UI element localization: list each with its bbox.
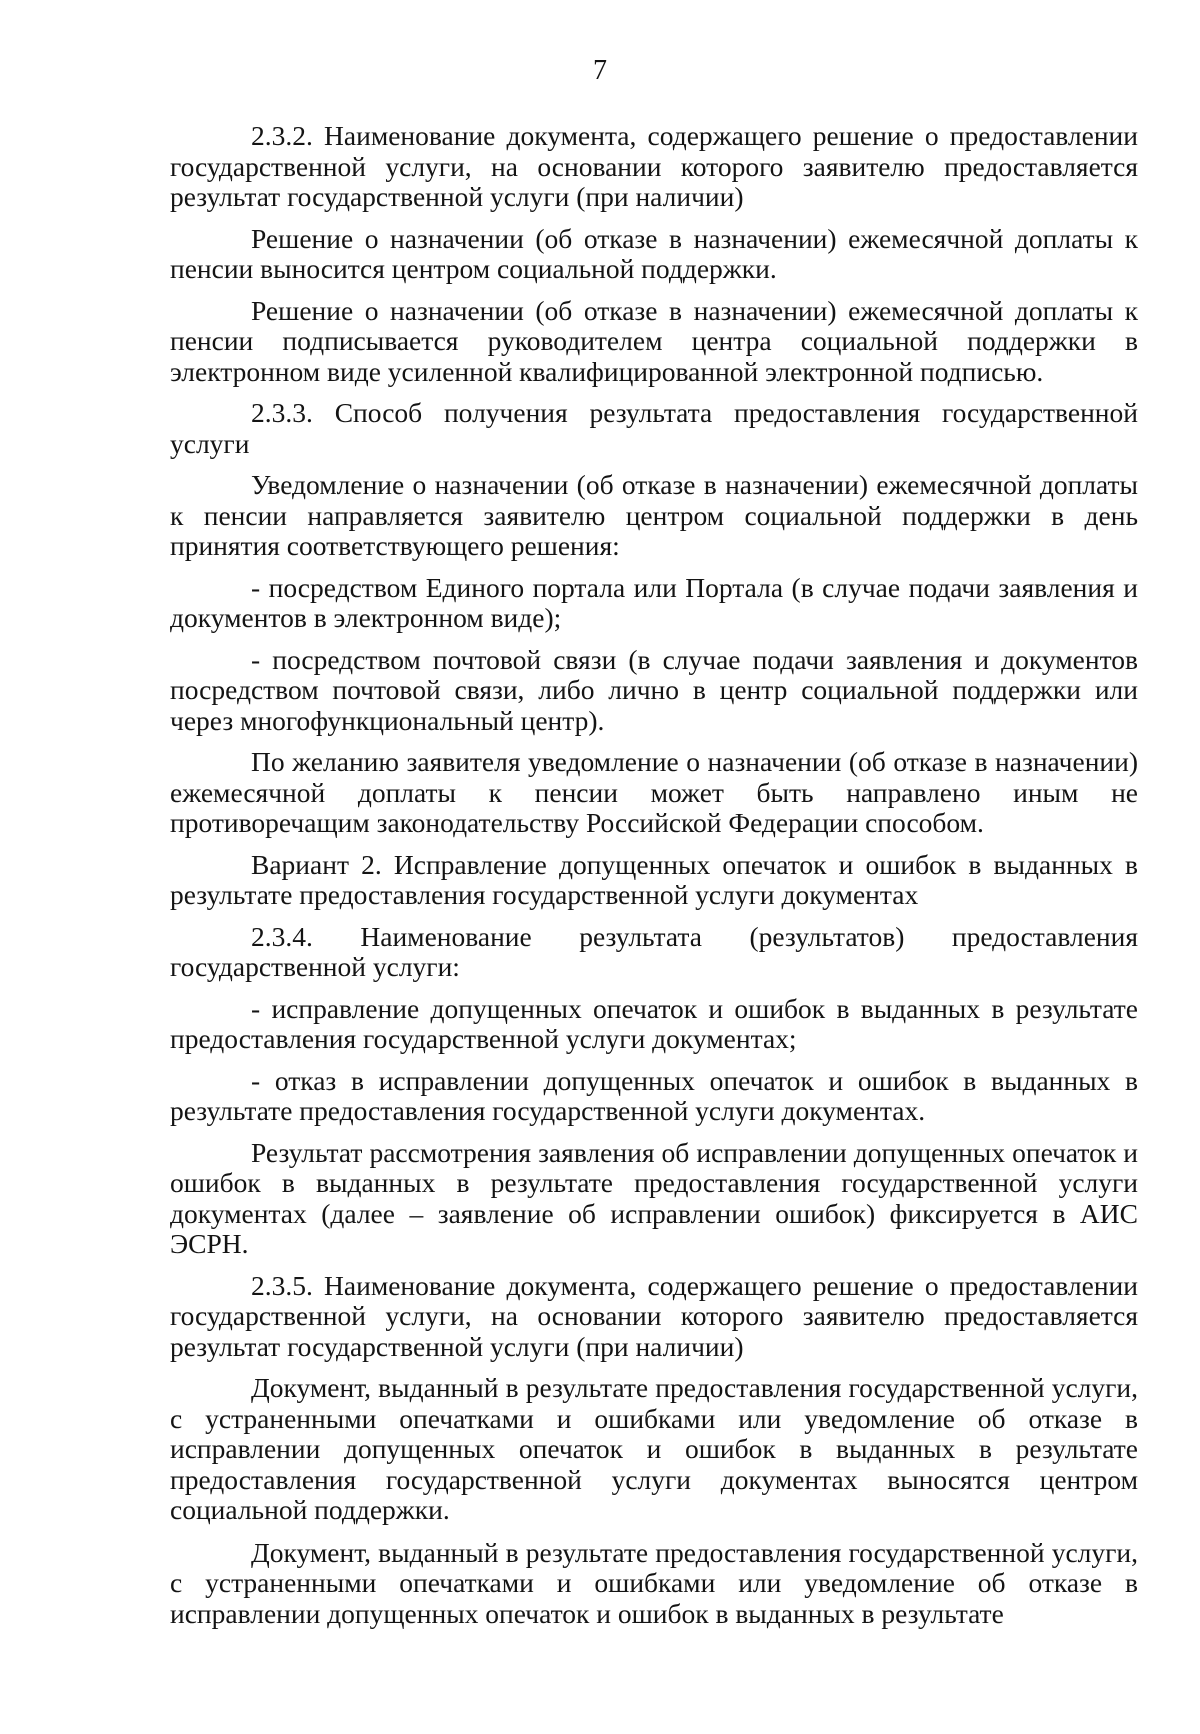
- paragraph: Документ, выданный в результате предоставления государственной услуги, с устраненными опечатками и ошибками или уведомление об отказе в исправлении допущенных опечаток и ошибок в выданных в результате предоставления государственной услуги документах выносятся центром социальной поддержки.: [170, 1372, 1138, 1525]
- list-item: - посредством Единого портала или Портала (в случае подачи заявления и документов в электронном виде);: [170, 571, 1138, 633]
- page-number: 7: [593, 55, 607, 86]
- paragraph: Решение о назначении (об отказе в назначении) ежемесячной доплаты к пенсии выносится центром социальной поддержки.: [170, 222, 1138, 284]
- paragraph-2-3-3-heading: 2.3.3. Способ получения результата предоставления государственной услуги: [170, 397, 1138, 459]
- list-item: - посредством почтовой связи (в случае подачи заявления и документов посредством почтовой связи, либо лично в центр социальной поддержки или через многофункциональный центр).: [170, 643, 1138, 736]
- paragraph-2-3-4-heading: 2.3.4. Наименование результата (результатов) предоставления государственной услуги:: [170, 920, 1138, 982]
- paragraph-2-3-5-heading: 2.3.5. Наименование документа, содержащего решение о предоставлении государственной услуги, на основании которого заявителю предоставляется результат государственной услуги (при наличии): [170, 1269, 1138, 1362]
- document-body: [170, 121, 1138, 1629]
- paragraph: По желанию заявителя уведомление о назначении (об отказе в назначении) ежемесячной доплаты к пенсии может быть направлено иным не противоречащим законодательству Российской Федерации способом.: [170, 746, 1138, 838]
- paragraph: Документ, выданный в результате предоставления государственной услуги, с устраненными опечатками и ошибками или уведомление об отказе в исправлении допущенных опечаток и ошибок в выданных в результате: [170, 1536, 1138, 1629]
- paragraph: Результат рассмотрения заявления об исправлении допущенных опечаток и ошибок в выданных в результате предоставления государственной услуги документах (далее – заявление об исправлении ошибок) фиксируется в АИС ЭСРН.: [170, 1136, 1138, 1259]
- paragraph: Решение о назначении (об отказе в назначении) ежемесячной доплаты к пенсии подписывается руководителем центра социальной поддержки в электронном виде усиленной квалифицированной электронной подписью.: [170, 294, 1138, 387]
- list-item: - отказ в исправлении допущенных опечаток и ошибок в выданных в результате предоставления государственной услуги документах.: [170, 1064, 1138, 1126]
- variant-heading: Вариант 2. Исправление допущенных опечаток и ошибок в выданных в результате предоставления государственной услуги документах: [170, 848, 1138, 910]
- list-item: - исправление допущенных опечаток и ошибок в выданных в результате предоставления государственной услуги документах;: [170, 992, 1138, 1054]
- paragraph-2-3-2-heading: 2.3.2. Наименование документа, содержащего решение о предоставлении государственной услуги, на основании которого заявителю предоставляется результат государственной услуги (при наличии): [170, 120, 1138, 212]
- paragraph: Уведомление о назначении (об отказе в назначении) ежемесячной доплаты к пенсии направляется заявителю центром социальной поддержки в день принятия соответствующего решения:: [170, 469, 1138, 561]
